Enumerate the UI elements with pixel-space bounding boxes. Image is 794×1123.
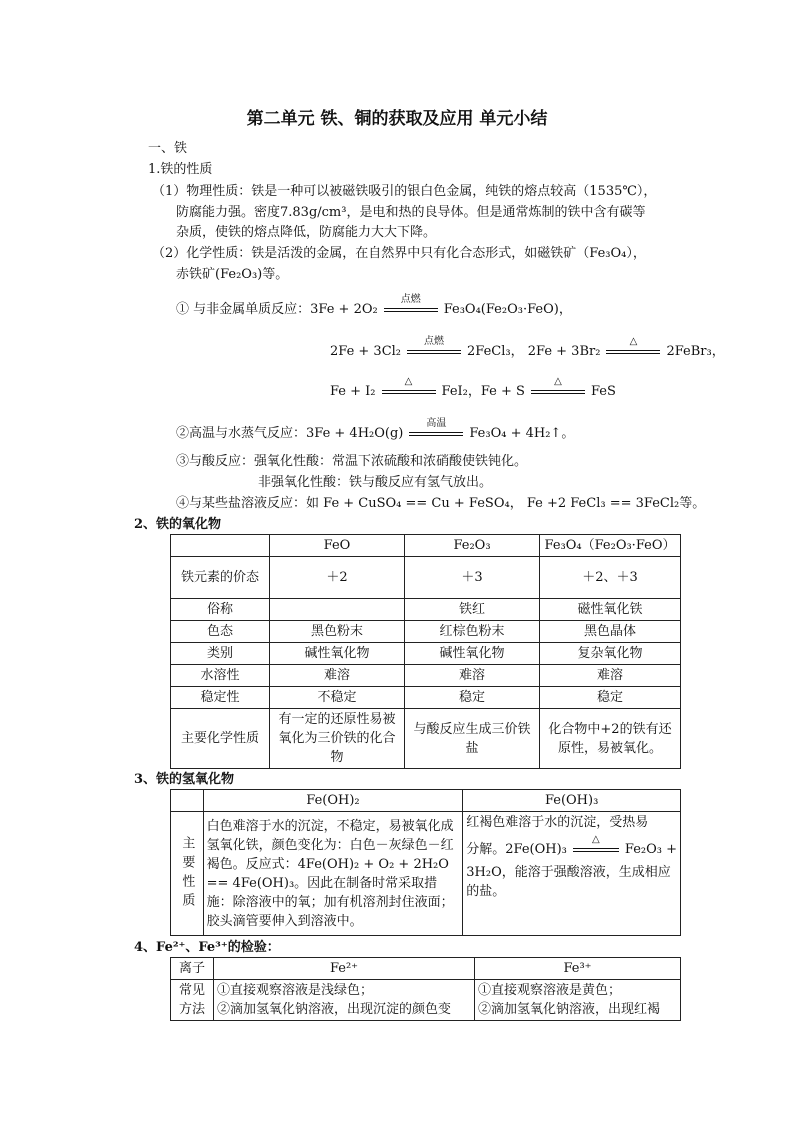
table-row (171, 980, 681, 1021)
row-label: 水溶性 (171, 665, 270, 687)
table-cell: 黑色粉末 (270, 621, 405, 643)
reactants: 2Fe + 3Cl₂ (330, 344, 402, 359)
row-label: 铁元素的价态 (171, 557, 270, 599)
table-cell: 化合物中+2的铁有还原性，易被氧化。 (540, 709, 681, 769)
table-cell: 稳定 (405, 687, 540, 709)
table-cell: 不稳定 (270, 687, 405, 709)
row-label: 色态 (171, 621, 270, 643)
header-cell (171, 535, 270, 557)
fe-oh3-properties: 红褐色难溶于水的沉淀，受热易 分解。2Fe(OH)₃ △ Fe₂O₃ + 3H₂O，能溶于强酸溶液，生成相应的盐。 (463, 812, 681, 936)
chemical-properties-line2: 赤铁矿(Fe₂O₃)等。 (176, 267, 289, 282)
header-cell: FeO (270, 535, 405, 557)
products: FeS (590, 384, 616, 399)
products: 2FeCl₃， 2Fe + 3Br₂ (467, 344, 601, 359)
section-iron-hydroxides: 3、铁的氢氧化物 (134, 772, 235, 787)
row-label: 稳定性 (171, 687, 270, 709)
table-row (171, 643, 681, 665)
header-cell (171, 790, 204, 812)
reaction-acid-2: 非强氧化性酸：铁与酸反应有氢气放出。 (258, 475, 493, 490)
table-cell: ＋3 (405, 557, 540, 599)
table-cell (270, 599, 405, 621)
fe-oh2-properties: 白色难溶于水的沉淀，不稳定，易被氧化成氢氧化铁，颜色变化为：白色－灰绿色－红褐色。反应式：4Fe(OH)₂ + O₂ + 2H₂O == 4Fe(OH)₃。因此在制备时常采取措施：除溶液中的氧；加有机溶剂封住液面；胶头滴管要伸入到溶液中。 (203, 812, 463, 936)
table-header-row (171, 958, 681, 980)
reaction-condition: 点燃 (380, 302, 442, 318)
reaction-condition: 点燃 (403, 344, 465, 360)
page-title: 第二单元 铁、铜的获取及应用 单元小结 (246, 109, 548, 129)
table-cell: ＋2、＋3 (540, 557, 681, 599)
physical-properties-line3: 杂质，使铁的熔点降低，防腐能力大大下降。 (176, 225, 437, 240)
table-cell: 红棕色粉末 (405, 621, 540, 643)
reaction-acid-1: ③与酸反应：强氧化性酸：常温下浓硫酸和浓硝酸使铁钝化。 (176, 454, 528, 469)
reaction-condition: 高温 (405, 426, 467, 442)
reaction-nonmetal-2 (330, 335, 725, 361)
reactants: ②高温与水蒸气反应：3Fe + 4H₂O(g) (176, 426, 404, 441)
table-cell: 稳定 (540, 687, 681, 709)
header-cell: 离子 (171, 958, 214, 980)
table-row (171, 557, 681, 599)
table-cell: 难溶 (270, 665, 405, 687)
oxide-table (170, 534, 681, 769)
products: 2FeBr₃， (666, 344, 725, 359)
reaction-nonmetal-1 (176, 293, 572, 319)
table-header-row (171, 535, 681, 557)
table-cell: 磁性氧化铁 (540, 599, 681, 621)
table-cell: 难溶 (405, 665, 540, 687)
fe3-methods: ①直接观察溶液是黄色； ②滴加氢氧化钠溶液，出现红褐 (475, 980, 681, 1021)
row-label: 主要化学性质 (171, 709, 270, 769)
subsection-properties: 1.铁的性质 (148, 162, 213, 177)
header-cell: Fe(OH)₂ (203, 790, 463, 812)
reaction-condition: △ (527, 384, 589, 400)
table-row (171, 812, 681, 936)
table-cell: 复杂氧化物 (540, 643, 681, 665)
section-iron: 一、铁 (148, 141, 188, 156)
products: Fe₃O₄ + 4H₂↑。 (469, 426, 575, 441)
table-header-row (171, 790, 681, 812)
table-row (171, 687, 681, 709)
table-cell: 铁红 (405, 599, 540, 621)
reaction-condition: △ (378, 384, 440, 400)
table-cell: 黑色晶体 (540, 621, 681, 643)
table-cell: 有一定的还原性易被氧化为三价铁的化合物 (270, 709, 405, 769)
products: Fe₃O₄(Fe₂O₃·FeO)， (443, 302, 572, 317)
hydroxide-table (170, 789, 681, 936)
header-cell: Fe³⁺ (475, 958, 681, 980)
section-ion-test: 4、Fe²⁺、Fe³⁺的检验： (134, 940, 280, 955)
table-row (171, 599, 681, 621)
header-cell: Fe²⁺ (214, 958, 475, 980)
reactants: ① 与非金属单质反应：3Fe + 2O₂ (176, 302, 378, 317)
header-cell: Fe₃O₄（Fe₂O₃·FeO） (540, 535, 681, 557)
section-iron-oxides: 2、铁的氧化物 (134, 517, 222, 532)
table-cell: ＋2 (270, 557, 405, 599)
reaction-condition: △ (602, 344, 664, 360)
reaction-salt: ④与某些盐溶液反应：如 Fe + CuSO₄ == Cu + FeSO₄， Fe +2 FeCl₃ == 3FeCl₂等。 (176, 496, 706, 511)
row-label: 类别 (171, 643, 270, 665)
table-cell: 碱性氧化物 (270, 643, 405, 665)
header-cell: Fe₂O₃ (405, 535, 540, 557)
header-cell: Fe(OH)₃ (463, 790, 681, 812)
table-row (171, 709, 681, 769)
reactants: Fe + I₂ (330, 384, 376, 399)
ion-test-table (170, 957, 681, 1021)
table-cell: 碱性氧化物 (405, 643, 540, 665)
products: FeI₂，Fe + S (441, 384, 525, 399)
table-cell: 与酸反应生成三价铁盐 (405, 709, 540, 769)
row-label: 俗称 (171, 599, 270, 621)
table-row (171, 665, 681, 687)
row-label: 主要性质 (171, 812, 204, 936)
physical-properties-line1: （1）物理性质：铁是一种可以被磁铁吸引的银白色金属，纯铁的熔点较高（1535℃）， (152, 184, 657, 199)
physical-properties-line2: 防腐能力强。密度7.83g/cm³，是电和热的良导体。但是通常炼制的铁中含有碳等 (176, 205, 646, 220)
chemical-properties-line1: （2）化学性质：铁是活泼的金属，在自然界中只有化合态形式，如磁铁矿（Fe₃O₄）， (152, 246, 646, 261)
row-label: 常见方法 (171, 980, 214, 1021)
fe2-methods: ①直接观察溶液是浅绿色； ②滴加氢氧化钠溶液，出现沉淀的颜色变 (214, 980, 475, 1021)
table-cell: 难溶 (540, 665, 681, 687)
reaction-nonmetal-3 (330, 375, 616, 401)
reaction-steam (176, 417, 575, 443)
table-row (171, 621, 681, 643)
